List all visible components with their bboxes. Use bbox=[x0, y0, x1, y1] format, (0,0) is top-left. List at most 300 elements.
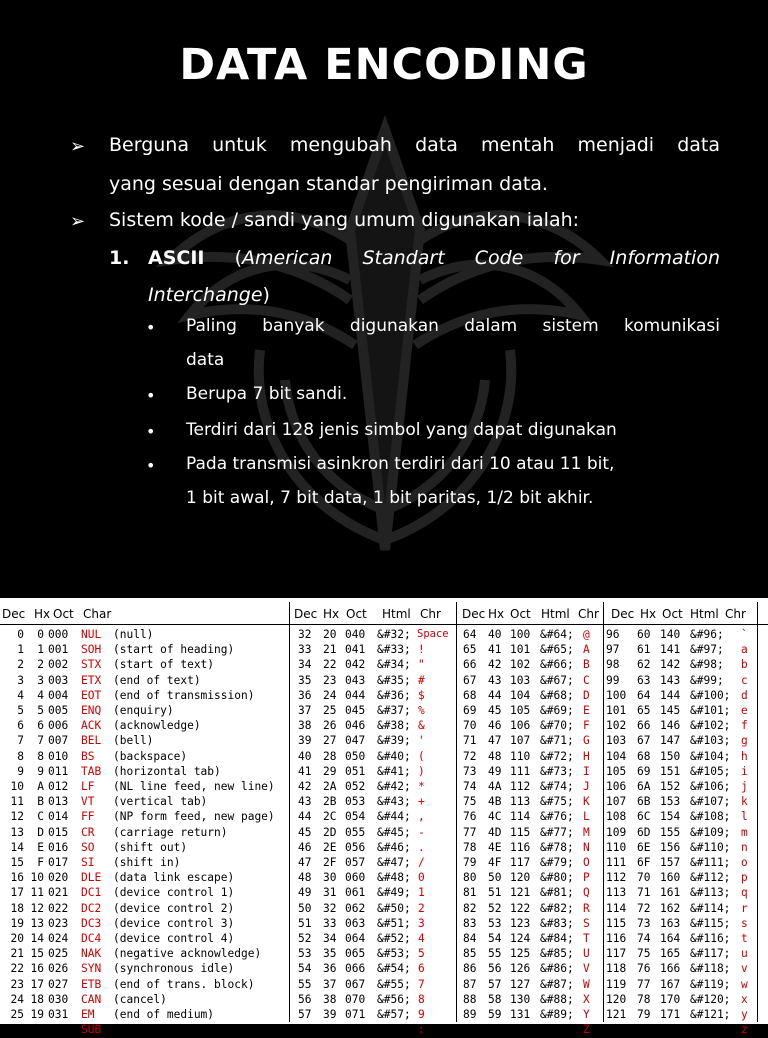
cell-oct: 102 bbox=[510, 658, 531, 672]
bullet-dot-icon: • bbox=[146, 318, 156, 337]
cell-oct: 103 bbox=[510, 673, 531, 687]
cell-dec: 38 bbox=[298, 719, 312, 733]
cell-dec: 105 bbox=[606, 764, 627, 778]
cell-chr: z bbox=[741, 1023, 748, 1037]
word-information: Information bbox=[609, 247, 720, 269]
cell-html: &#65; bbox=[540, 643, 574, 657]
cell-dec: 112 bbox=[606, 871, 627, 885]
cell-hex: 4C bbox=[488, 810, 502, 824]
cell-oct: 115 bbox=[510, 825, 531, 839]
cell-hex: 45 bbox=[488, 704, 502, 717]
cell-dec: 53 bbox=[298, 947, 312, 961]
cell-oct: 152 bbox=[660, 780, 681, 793]
cell-description: (enquiry) bbox=[113, 704, 174, 717]
list-item-1-line-1 bbox=[148, 247, 720, 269]
cell-hex: 4F bbox=[488, 856, 502, 869]
cell-oct: 044 bbox=[345, 688, 366, 702]
word-american: American bbox=[241, 247, 333, 269]
cell-html: &#101; bbox=[690, 704, 731, 717]
cell-chr: n bbox=[741, 840, 748, 854]
cell-hex: 36 bbox=[323, 962, 337, 976]
cell-dec: 79 bbox=[463, 856, 477, 869]
cell-dec: 46 bbox=[298, 840, 312, 854]
cell-chr: j bbox=[741, 780, 748, 793]
cell-oct: 010 bbox=[48, 749, 69, 763]
cell-oct: 061 bbox=[345, 886, 366, 900]
cell-description: (vertical tab) bbox=[113, 795, 208, 809]
cell-html: &#76; bbox=[540, 810, 574, 824]
cell-dec: 70 bbox=[463, 719, 477, 733]
cell-hex: 6A bbox=[637, 780, 651, 793]
cell-hex: 77 bbox=[637, 977, 651, 991]
cell-dec: 66 bbox=[463, 658, 477, 672]
cell-oct: 161 bbox=[660, 886, 681, 900]
cell-chr: ) bbox=[418, 764, 425, 778]
cell-chr: J bbox=[583, 780, 590, 793]
cell-oct: 130 bbox=[510, 992, 531, 1006]
cell-description: (start of text) bbox=[113, 658, 215, 672]
cell-oct: 105 bbox=[510, 704, 531, 717]
cell-chr: 8 bbox=[418, 992, 425, 1006]
cell-oct: 151 bbox=[660, 764, 681, 778]
cell-oct: 150 bbox=[660, 749, 681, 763]
cell-hex: A bbox=[37, 780, 44, 793]
cell-oct: 065 bbox=[345, 947, 366, 961]
cell-chr: t bbox=[741, 932, 748, 945]
header-chr: Chr bbox=[578, 607, 599, 621]
cell-chr: h bbox=[741, 749, 748, 763]
cell-hex: 39 bbox=[323, 1008, 337, 1021]
cell-chr: p bbox=[741, 871, 748, 885]
cell-abbrev: SI bbox=[81, 856, 95, 869]
cell-dec: 51 bbox=[298, 916, 312, 930]
cell-abbrev: BEL bbox=[81, 734, 102, 748]
cell-html: &#33; bbox=[377, 643, 411, 657]
cell-dec: 21 bbox=[10, 947, 24, 961]
cell-hex: 9 bbox=[37, 764, 44, 778]
cell-abbrev: EM bbox=[81, 1008, 95, 1021]
cell-html: &#66; bbox=[540, 658, 574, 672]
cell-chr: S bbox=[583, 916, 590, 930]
cell-oct: 057 bbox=[345, 856, 366, 869]
cell-hex: 10 bbox=[30, 871, 44, 885]
cell-oct: 124 bbox=[510, 932, 531, 945]
cell-dec: 85 bbox=[463, 947, 477, 961]
cell-oct: 127 bbox=[510, 977, 531, 991]
cell-chr: : bbox=[418, 1023, 425, 1037]
cell-oct: 163 bbox=[660, 916, 681, 930]
cell-oct: 004 bbox=[48, 688, 69, 702]
cell-oct: 146 bbox=[660, 719, 681, 733]
cell-html: &#64; bbox=[540, 628, 574, 641]
cell-dec: 78 bbox=[463, 840, 477, 854]
cell-chr: a bbox=[741, 643, 748, 657]
header-hx: Hx bbox=[640, 607, 657, 621]
cell-html: &#113; bbox=[690, 886, 731, 900]
cell-dec: 89 bbox=[463, 1008, 477, 1021]
cell-html: &#79; bbox=[540, 856, 574, 869]
cell-abbrev: NAK bbox=[81, 947, 102, 961]
cell-chr: K bbox=[583, 795, 590, 809]
table-row bbox=[0, 886, 768, 901]
cell-hex: 65 bbox=[637, 704, 651, 717]
cell-description: (carriage return) bbox=[113, 825, 228, 839]
cell-html: &#78; bbox=[540, 840, 574, 854]
cell-chr: N bbox=[583, 840, 590, 854]
cell-dec: 40 bbox=[298, 749, 312, 763]
cell-abbrev: ETX bbox=[81, 673, 102, 687]
cell-oct: 025 bbox=[48, 947, 69, 961]
table-row bbox=[0, 704, 768, 719]
cell-dec: 106 bbox=[606, 780, 627, 793]
open-paren: ( bbox=[234, 247, 242, 269]
cell-html: &#84; bbox=[540, 932, 574, 945]
cell-description: (end of trans. block) bbox=[113, 977, 255, 991]
arrow-bullet-icon: ➢ bbox=[70, 211, 86, 232]
cell-hex: 54 bbox=[488, 932, 502, 945]
cell-html: &#35; bbox=[377, 673, 411, 687]
cell-hex: 37 bbox=[323, 977, 337, 991]
cell-dec: 71 bbox=[463, 734, 477, 748]
cell-oct: 005 bbox=[48, 704, 69, 717]
header-oct: Oct bbox=[53, 607, 74, 621]
cell-hex: D bbox=[37, 825, 44, 839]
cell-chr: e bbox=[741, 704, 748, 717]
cell-oct: 170 bbox=[660, 992, 681, 1006]
cell-dec: 47 bbox=[298, 856, 312, 869]
cell-oct: 142 bbox=[660, 658, 681, 672]
cell-oct: 042 bbox=[345, 658, 366, 672]
list-item-number: 1. bbox=[109, 247, 130, 269]
cell-oct: 141 bbox=[660, 643, 681, 657]
table-row bbox=[0, 917, 768, 932]
cell-oct: 011 bbox=[48, 764, 69, 778]
cell-oct: 017 bbox=[48, 856, 69, 869]
table-row bbox=[0, 628, 768, 643]
cell-hex: 22 bbox=[323, 658, 337, 672]
bullet-1-line-1: Paling banyak digunakan dalam sistem komunikasi bbox=[186, 316, 720, 336]
cell-description: (acknowledge) bbox=[113, 719, 201, 733]
cell-hex: 67 bbox=[637, 734, 651, 748]
cell-dec: 107 bbox=[606, 795, 627, 809]
header-dec: Dec bbox=[294, 607, 318, 621]
cell-hex: 32 bbox=[323, 901, 337, 915]
cell-hex: 55 bbox=[488, 947, 502, 961]
cell-oct: 106 bbox=[510, 719, 531, 733]
table-row bbox=[0, 871, 768, 886]
cell-oct: 026 bbox=[48, 962, 69, 976]
cell-oct: 072 bbox=[345, 1023, 366, 1037]
cell-html: &#96; bbox=[690, 628, 724, 641]
cell-html: &#51; bbox=[377, 916, 411, 930]
cell-dec: 52 bbox=[298, 932, 312, 945]
cell-dec: 23 bbox=[10, 977, 24, 991]
cell-hex: 6C bbox=[637, 810, 651, 824]
cell-html: &#110; bbox=[690, 840, 731, 854]
cell-chr: B bbox=[583, 658, 590, 672]
list-item-1-line-2 bbox=[148, 284, 270, 306]
cell-oct: 053 bbox=[345, 795, 366, 809]
cell-oct: 046 bbox=[345, 719, 366, 733]
cell-hex: 4B bbox=[488, 795, 502, 809]
cell-html: &#58; bbox=[377, 1023, 411, 1037]
cell-chr: - bbox=[418, 825, 425, 839]
cell-oct: 060 bbox=[345, 871, 366, 885]
cell-dec: 83 bbox=[463, 916, 477, 930]
cell-oct: 110 bbox=[510, 749, 531, 763]
header-hx: Hx bbox=[34, 607, 51, 621]
cell-description: (end of text) bbox=[113, 673, 201, 687]
header-char: Char bbox=[83, 607, 112, 621]
cell-html: &#98; bbox=[690, 658, 724, 672]
cell-html: &#105; bbox=[690, 764, 731, 778]
cell-html: &#49; bbox=[377, 886, 411, 900]
cell-oct: 045 bbox=[345, 704, 366, 717]
cell-dec: 34 bbox=[298, 658, 312, 672]
cell-oct: 054 bbox=[345, 810, 366, 824]
cell-chr: 4 bbox=[418, 932, 425, 945]
cell-chr: G bbox=[583, 734, 590, 748]
cell-hex: 58 bbox=[488, 992, 502, 1006]
cell-html: &#34; bbox=[377, 658, 411, 672]
cell-chr: @ bbox=[583, 628, 590, 641]
cell-chr: k bbox=[741, 795, 748, 809]
cell-oct: 116 bbox=[510, 840, 531, 854]
table-row bbox=[0, 750, 768, 765]
cell-hex: 6D bbox=[637, 825, 651, 839]
cell-description: (device control 3) bbox=[113, 916, 235, 930]
cell-dec: 101 bbox=[606, 704, 627, 717]
cell-dec: 58 bbox=[298, 1023, 312, 1037]
cell-hex: 76 bbox=[637, 962, 651, 976]
table-row bbox=[0, 765, 768, 780]
cell-hex: 43 bbox=[488, 673, 502, 687]
cell-oct: 047 bbox=[345, 734, 366, 748]
cell-dec: 75 bbox=[463, 795, 477, 809]
cell-hex: 14 bbox=[30, 932, 44, 945]
table-row bbox=[0, 1023, 768, 1038]
cell-dec: 4 bbox=[17, 688, 24, 702]
cell-hex: 8 bbox=[37, 749, 44, 763]
cell-dec: 68 bbox=[463, 688, 477, 702]
cell-html: &#86; bbox=[540, 962, 574, 976]
cell-description: (device control 2) bbox=[113, 901, 235, 915]
cell-abbrev: DC1 bbox=[81, 886, 102, 900]
cell-html: &#75; bbox=[540, 795, 574, 809]
cell-hex: 2D bbox=[323, 825, 337, 839]
cell-html: &#89; bbox=[540, 1008, 574, 1021]
cell-oct: 114 bbox=[510, 810, 531, 824]
cell-dec: 119 bbox=[606, 977, 627, 991]
cell-oct: 027 bbox=[48, 977, 69, 991]
cell-chr: L bbox=[583, 810, 590, 824]
cell-dec: 104 bbox=[606, 749, 627, 763]
cell-abbrev: STX bbox=[81, 658, 102, 672]
cell-oct: 132 bbox=[510, 1023, 531, 1037]
cell-oct: 064 bbox=[345, 932, 366, 945]
cell-oct: 122 bbox=[510, 901, 531, 915]
cell-dec: 72 bbox=[463, 749, 477, 763]
cell-dec: 12 bbox=[10, 810, 24, 824]
cell-html: &#80; bbox=[540, 871, 574, 885]
cell-description: (NL line feed, new line) bbox=[113, 780, 275, 793]
cell-oct: 013 bbox=[48, 795, 69, 809]
cell-description: (NP form feed, new page) bbox=[113, 810, 275, 824]
cell-html: &#48; bbox=[377, 871, 411, 885]
cell-html: &#99; bbox=[690, 673, 724, 687]
cell-dec: 18 bbox=[10, 901, 24, 915]
cell-oct: 063 bbox=[345, 916, 366, 930]
cell-hex: 71 bbox=[637, 886, 651, 900]
cell-chr: y bbox=[741, 1008, 748, 1021]
cell-hex: 60 bbox=[637, 628, 651, 641]
cell-dec: 76 bbox=[463, 810, 477, 824]
bullet-dot-icon: • bbox=[146, 422, 156, 441]
cell-chr: $ bbox=[418, 688, 425, 702]
header-html: Html bbox=[382, 607, 411, 621]
table-row bbox=[0, 810, 768, 825]
cell-chr: F bbox=[583, 719, 590, 733]
cell-dec: 6 bbox=[17, 719, 24, 733]
cell-html: &#56; bbox=[377, 992, 411, 1006]
cell-oct: 140 bbox=[660, 628, 681, 641]
word-code: Code bbox=[474, 247, 524, 269]
cell-dec: 84 bbox=[463, 932, 477, 945]
cell-dec: 45 bbox=[298, 825, 312, 839]
cell-dec: 81 bbox=[463, 886, 477, 900]
table-row bbox=[0, 993, 768, 1008]
cell-hex: 41 bbox=[488, 643, 502, 657]
cell-description: (shift in) bbox=[113, 856, 181, 869]
cell-chr: # bbox=[418, 673, 425, 687]
slide-title: DATA ENCODING bbox=[179, 40, 589, 90]
cell-hex: F bbox=[37, 856, 44, 869]
cell-oct: 055 bbox=[345, 825, 366, 839]
cell-dec: 17 bbox=[10, 886, 24, 900]
cell-html: &#68; bbox=[540, 688, 574, 702]
header-dec: Dec bbox=[611, 607, 635, 621]
cell-dec: 10 bbox=[10, 780, 24, 793]
cell-hex: 63 bbox=[637, 673, 651, 687]
cell-hex: 47 bbox=[488, 734, 502, 748]
cell-html: &#38; bbox=[377, 719, 411, 733]
cell-hex: 42 bbox=[488, 658, 502, 672]
table-row bbox=[0, 643, 768, 658]
cell-chr: * bbox=[418, 780, 425, 793]
cell-hex: 59 bbox=[488, 1008, 502, 1021]
cell-hex: 68 bbox=[637, 749, 651, 763]
cell-oct: 107 bbox=[510, 734, 531, 748]
cell-chr: ( bbox=[418, 749, 425, 763]
cell-chr: % bbox=[418, 704, 425, 717]
cell-dec: 8 bbox=[17, 749, 24, 763]
cell-abbrev: SOH bbox=[81, 643, 102, 657]
cell-hex: 16 bbox=[30, 962, 44, 976]
cell-hex: 31 bbox=[323, 886, 337, 900]
cell-dec: 67 bbox=[463, 673, 477, 687]
cell-description: (backspace) bbox=[113, 749, 188, 763]
cell-html: &#55; bbox=[377, 977, 411, 991]
cell-html: &#41; bbox=[377, 764, 411, 778]
table-row bbox=[0, 1008, 768, 1023]
cell-dec: 97 bbox=[606, 643, 620, 657]
cell-oct: 154 bbox=[660, 810, 681, 824]
cell-html: &#40; bbox=[377, 749, 411, 763]
cell-hex: 0 bbox=[37, 628, 44, 641]
cell-dec: 110 bbox=[606, 840, 627, 854]
header-hx: Hx bbox=[323, 607, 340, 621]
cell-dec: 48 bbox=[298, 871, 312, 885]
cell-chr: + bbox=[418, 795, 425, 809]
cell-dec: 100 bbox=[606, 688, 627, 702]
cell-hex: 72 bbox=[637, 901, 651, 915]
bullet-4-line-1: Pada transmisi asinkron terdiri dari 10 atau 11 bit, bbox=[186, 454, 615, 474]
table-row bbox=[0, 902, 768, 917]
cell-dec: 88 bbox=[463, 992, 477, 1006]
cell-dec: 2 bbox=[17, 658, 24, 672]
cell-chr: U bbox=[583, 947, 590, 961]
cell-oct: 153 bbox=[660, 795, 681, 809]
table-row bbox=[0, 826, 768, 841]
cell-description: (end of transmission) bbox=[113, 688, 255, 702]
cell-dec: 7 bbox=[17, 734, 24, 748]
cell-chr: 1 bbox=[418, 886, 425, 900]
cell-html: &#70; bbox=[540, 719, 574, 733]
cell-chr: ` bbox=[741, 628, 748, 641]
cell-hex: 1 bbox=[37, 643, 44, 657]
cell-hex: 4D bbox=[488, 825, 502, 839]
cell-chr: T bbox=[583, 932, 590, 945]
cell-chr: I bbox=[583, 764, 590, 778]
cell-abbrev: DC2 bbox=[81, 901, 102, 915]
cell-oct: 020 bbox=[48, 871, 69, 885]
cell-hex: 33 bbox=[323, 916, 337, 930]
paragraph-2: Sistem kode / sandi yang umum digunakan ialah: bbox=[109, 209, 580, 231]
cell-oct: 120 bbox=[510, 871, 531, 885]
header-chr: Chr bbox=[420, 607, 441, 621]
cell-hex: C bbox=[37, 810, 44, 824]
cell-dec: 24 bbox=[10, 992, 24, 1006]
cell-html: &#109; bbox=[690, 825, 731, 839]
cell-dec: 44 bbox=[298, 810, 312, 824]
cell-dec: 121 bbox=[606, 1008, 627, 1021]
cell-chr: l bbox=[741, 810, 748, 824]
cell-oct: 143 bbox=[660, 673, 681, 687]
paragraph-1-line-2: yang sesuai dengan standar pengiriman data. bbox=[109, 173, 548, 195]
cell-hex: 53 bbox=[488, 916, 502, 930]
cell-chr: E bbox=[583, 704, 590, 717]
cell-dec: 33 bbox=[298, 643, 312, 657]
cell-hex: 27 bbox=[323, 734, 337, 748]
cell-oct: 126 bbox=[510, 962, 531, 976]
cell-description: (start of heading) bbox=[113, 643, 235, 657]
cell-html: &#81; bbox=[540, 886, 574, 900]
cell-hex: 4 bbox=[37, 688, 44, 702]
word-standart: Standart bbox=[362, 247, 445, 269]
cell-html: &#53; bbox=[377, 947, 411, 961]
cell-abbrev: DLE bbox=[81, 871, 102, 885]
cell-oct: 022 bbox=[48, 901, 69, 915]
cell-dec: 42 bbox=[298, 780, 312, 793]
cell-hex: 52 bbox=[488, 901, 502, 915]
cell-dec: 90 bbox=[463, 1023, 477, 1037]
header-dec: Dec bbox=[462, 607, 486, 621]
cell-oct: 006 bbox=[48, 719, 69, 733]
cell-oct: 162 bbox=[660, 901, 681, 915]
bullet-dot-icon: • bbox=[146, 456, 156, 475]
cell-oct: 052 bbox=[345, 780, 366, 793]
cell-dec: 82 bbox=[463, 901, 477, 915]
